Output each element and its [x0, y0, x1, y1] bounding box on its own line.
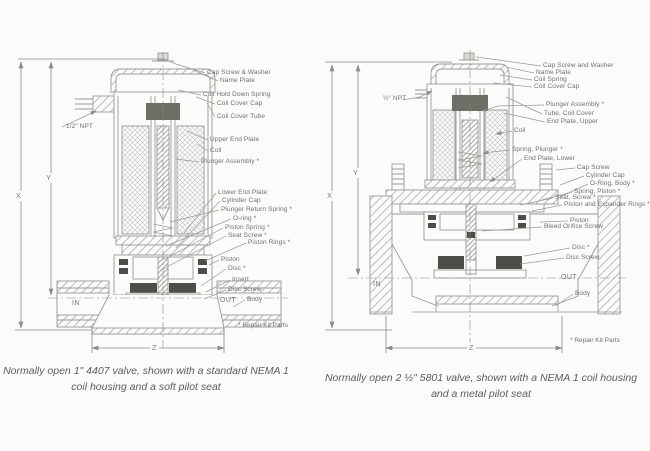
- label-cap-screw-washer: Cap Screw & Washer: [207, 69, 271, 76]
- label-cylinder-cap: Cylinder Cap: [222, 197, 261, 204]
- label-coil-spring: Coil Spring: [534, 76, 567, 83]
- label-piston: Piston: [221, 256, 240, 263]
- port-out-label: OUT: [220, 297, 236, 304]
- dimension-z: Z: [152, 343, 157, 352]
- label-coil-cover-cap: Coil Cover Cap: [217, 100, 263, 107]
- port-in-label: IN: [373, 281, 381, 288]
- label-disc: Disc *: [228, 265, 246, 272]
- dimension-x: X: [327, 191, 333, 200]
- label-o-ring: O-ring *: [233, 215, 257, 222]
- label-disc-screw: Disc Screw: [566, 254, 600, 261]
- label-seat-screw: Seat Screw *: [228, 232, 267, 239]
- label-upper-end-plate: Upper End Plate: [210, 136, 260, 143]
- dimension-y: Y: [46, 173, 52, 182]
- left-caption: Normally open 1" 4407 valve, shown with a standard NEMA 1 coil housing and a soft pilot seat: [3, 365, 289, 393]
- label-end-plate-upper: End Plate, Upper: [547, 118, 599, 125]
- port-in-label: IN: [72, 300, 80, 307]
- label-coil-cover-tube: Coil Cover Tube: [217, 113, 266, 120]
- label-cap-screw-and-washer: Cap Screw and Washer: [543, 62, 614, 69]
- repair-kit-note: * Repair Kit Parts: [238, 322, 288, 329]
- label-npt: ½" NPT: [383, 95, 407, 102]
- label-seat-screw: Seat, Screw *: [555, 194, 596, 201]
- label-disc-screw: Disc Screw: [228, 286, 262, 293]
- label-name-plate: Name Plate: [220, 77, 255, 84]
- label-cap-screw: Cap Screw: [577, 164, 610, 171]
- label-plunger-return-spring: Plunger Return Spring *: [221, 206, 292, 213]
- label-name-plate: Name Plate: [536, 69, 571, 76]
- port-out-label: OUT: [561, 274, 577, 281]
- label-body: Body: [247, 296, 263, 303]
- right-valve-cross-section: [370, 53, 622, 314]
- dimension-x: X: [16, 191, 22, 200]
- repair-kit-note: * Repair Kit Parts: [570, 337, 620, 344]
- label-piston: Piston: [570, 217, 589, 224]
- label-o-ring-body: O-Ring, Body *: [590, 180, 635, 187]
- label-coil: Coil: [210, 147, 222, 154]
- label-coil: Coil: [514, 127, 526, 134]
- label-npt: 1/2" NPT: [66, 123, 93, 130]
- label-piston-rings: Piston Rings *: [248, 239, 291, 246]
- label-coil-hold-down-spring: Coil Hold Down Spring: [203, 91, 271, 98]
- right-caption: Normally open 2 ½" 5801 valve, shown with a NEMA 1 coil housing and a metal pilot seat: [324, 372, 638, 400]
- label-cylinder-cap: Cylinder Cap: [586, 172, 625, 179]
- label-end-plate-lower: End Plate, Lower: [524, 155, 576, 162]
- label-tube-coil-cover: Tube, Coil Cover: [544, 110, 595, 117]
- dimension-z: Z: [469, 343, 474, 352]
- label-spring-plunger: Spring, Plunger *: [512, 146, 563, 153]
- label-spring-piston: Spring, Piston *: [574, 188, 621, 195]
- dimension-y: Y: [353, 168, 359, 177]
- label-disc: Disc *: [572, 244, 590, 251]
- label-coil-cover-cap: Coil Cover Cap: [534, 83, 580, 90]
- label-body: Body: [575, 290, 591, 297]
- label-insert: Insert: [232, 276, 249, 283]
- label-lower-end-plate: Lower End Plate: [218, 189, 268, 196]
- label-piston-spring: Piston Spring *: [225, 224, 270, 231]
- label-bleed-orifice-screw: Bleed Orifice Screw: [544, 223, 603, 230]
- label-plunger-assembly: Plunger Assembly *: [546, 101, 605, 108]
- label-plunger-assembly: Plunger Assembly *: [201, 158, 260, 165]
- label-piston-expander-rings: Piston and Expander Rings *: [564, 201, 650, 208]
